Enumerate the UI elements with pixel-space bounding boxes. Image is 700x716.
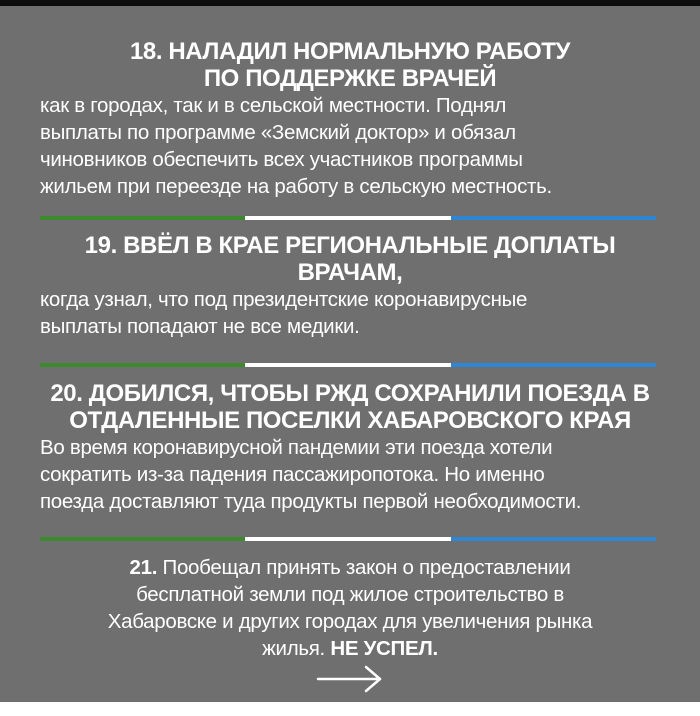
item-19-body-line1: когда узнал, что под президентские коронавирусные xyxy=(40,288,528,311)
item-21-line3: Хабаровске и других городах для увеличения рынка xyxy=(107,610,593,633)
item-19-heading-line1: 19. ВВЁЛ В КРАЕ РЕГИОНАЛЬНЫЕ ДОПЛАТЫ xyxy=(84,232,616,259)
divider-green-segment xyxy=(40,363,245,367)
item-18-body-line3: чиновников обеспечить всех участников программы xyxy=(40,148,523,171)
divider-white-segment xyxy=(245,216,450,220)
item-21-line1-text: Пообещал принять закон о предоставлении xyxy=(157,556,571,579)
divider-1 xyxy=(40,216,656,220)
item-21-line2: бесплатной земли под жилое строительство в xyxy=(136,583,564,606)
item-20-body-line1: Во время коронавирусной пандемии эти поезда хотели xyxy=(40,436,553,459)
item-20-body-line2: сократить из-за падения пассажиропотока. Но именно xyxy=(40,463,545,486)
item-21-line4 xyxy=(0,635,700,662)
item-21-not-done-label: НЕ УСПЕЛ. xyxy=(330,637,438,660)
divider-3 xyxy=(40,537,656,541)
item-21-line4-text: жилья. xyxy=(262,637,331,660)
item-21-number: 21. xyxy=(129,556,158,579)
item-21-line1 xyxy=(0,554,700,581)
content-panel xyxy=(0,6,700,702)
divider-green-segment xyxy=(40,537,245,541)
divider-blue-segment xyxy=(451,216,656,220)
divider-2 xyxy=(40,363,656,367)
divider-blue-segment xyxy=(451,363,656,367)
item-18 xyxy=(0,38,700,200)
divider-white-segment xyxy=(245,363,450,367)
item-20-heading-line2: ОТДАЛЕННЫЕ ПОСЕЛКИ ХАБАРОВСКОГО КРАЯ xyxy=(69,407,631,434)
item-19-body-line2: выплаты попадают не все медики. xyxy=(40,315,360,338)
item-20-body-line3: поезда доставляют туда продукты первой необходимости. xyxy=(40,490,582,513)
divider-white-segment xyxy=(245,537,450,541)
item-19 xyxy=(0,232,700,340)
divider-green-segment xyxy=(40,216,245,220)
item-18-body-line1: как в городах, так и в сельской местности. Поднял xyxy=(40,94,507,117)
item-20 xyxy=(0,380,700,515)
bottom-border xyxy=(0,702,700,716)
item-20-heading-line1: 20. ДОБИЛСЯ, ЧТОБЫ РЖД СОХРАНИЛИ ПОЕЗДА В xyxy=(50,380,650,407)
right-arrow-icon[interactable] xyxy=(316,664,384,694)
item-18-heading-line1: 18. НАЛАДИЛ НОРМАЛЬНУЮ РАБОТУ xyxy=(129,38,571,65)
item-18-body-line2: выплаты по программе «Земский доктор» и обязал xyxy=(40,121,516,144)
divider-blue-segment xyxy=(451,537,656,541)
item-19-heading-line2: ВРАЧАМ, xyxy=(297,259,403,286)
item-18-body-line4: жильем при переезде на работу в сельскую местность. xyxy=(40,175,552,198)
item-18-heading-line2: ПО ПОДДЕРЖКЕ ВРАЧЕЙ xyxy=(203,65,497,92)
item-21 xyxy=(0,554,700,662)
